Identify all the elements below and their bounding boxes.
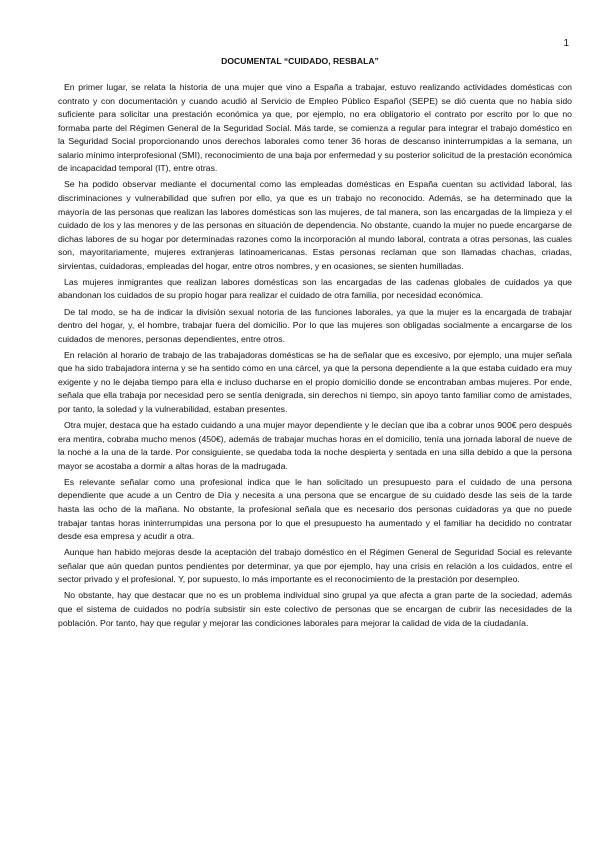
document-title: DOCUMENTAL “CUIDADO, RESBALA” — [221, 56, 379, 66]
document-body — [58, 81, 572, 633]
paragraph: De tal modo, se ha de indicar la división sexual notoria de las funciones laborales, ya que la mujer es la encargada de trabajar dentro del hogar, y, el hombre, trabajar fuera del domicilio. Por lo que las mujeres son obligadas socialmente a encargarse de los cuidados de menores, personas dependientes, entre otros. — [58, 306, 572, 344]
paragraph: En relación al horario de trabajo de las trabajadoras domésticas se ha de señalar que es excesivo, por ejemplo, una mujer señala que ha sido trabajadora interna y se ha sentido como en una cárcel, ya que la persona dependiente a la que estaba cuidado era muy exigente y no le dejaba tiempo para ella e incluso ducharse en el propio domicilio donde se encontraban ambas mujeres. Por ende, señala que ella trabaja por necesidad pero se sentía denigrada, sin derechos ni tiempo, sin apoyo tanto familiar como de amistades, por tanto, la soledad y la vulnerabilidad, estaban presentes. — [58, 349, 572, 414]
paragraph: Se ha podido observar mediante el documental como las empleadas domésticas en España cuentan su actividad laboral, las discriminaciones y vulnerabilidad que sufren por ello, ya que es un trabajo no reconocido. Además, se ha determinado que la mayoría de las personas que realizan las labores domésticas son las mujeres, de tal manera, son las encargadas de la limpieza y el cuidado de los y las menores y de las personas en situación de dependencia. No obstante, cuando la mujer no puede encargarse de dichas labores de su hogar por determinadas razones como la incorporación al mundo laboral, contrata a otras personas, las cuales son, mayoritariamente, mujeres extranjeras latinoamericanas. Estas personas reclaman que son llamadas chachas, criadas, sirvientas, cuidadoras, empleadas del hogar, entre otros nombres, y en ocasiones, se sienten humilladas. — [58, 179, 572, 271]
paragraph: Aunque han habido mejoras desde la aceptación del trabajo doméstico en el Régimen General de Seguridad Social es relevante señalar que aún quedan puntos pendientes por determinar, ya que por ejemplo, hay una crisis en relación a los cuidados, entre el sector privado y el profesional. Y, por supuesto, lo más importante es el reconocimiento de la prestación por desempleo. — [58, 547, 572, 585]
paragraph: Es relevante señalar como una profesional indica que le han solicitado un presupuesto para el cuidado de una persona dependiente que acude a un Centro de Día y necesita a una persona que se encargue de su cuidado desde las seis de la tarde hasta las ocho de la mañana. No obstante, la profesional señala que es necesario dos personas cuidadoras ya que no puede trabajar tantas horas ininterrumpidas una persona por lo que el presupuesto ha aumentado y el familiar ha decidido no contratar desde esa empresa y acudir a otra. — [58, 476, 572, 542]
paragraph: Las mujeres inmigrantes que realizan labores domésticas son las encargadas de las cadenas globales de cuidados ya que abandonan los cuidados de su propio hogar para realizar el cuidado de otra familia, por necesidad económica. — [58, 276, 572, 301]
page-number: 1 — [563, 38, 569, 49]
paragraph: No obstante, hay que destacar que no es un problema individual sino grupal ya que afecta a gran parte de la sociedad, además que el sistema de cuidados no podría subsistir sin este colectivo de personas que se encargan de cubrir las necesidades de la población. Por tanto, hay que regular y mejorar las condiciones laborales para mejorar la calidad de vida de la ciudadanía. — [58, 590, 572, 628]
paragraph: Otra mujer, destaca que ha estado cuidando a una mujer mayor dependiente y le decían que iba a cobrar unos 900€ pero después era mentira, cobraba mucho menos (450€), además de trabajar muchas horas en el domicilio, tenía una jornada laboral de nueve de la noche a la una de la tarde. Por consiguiente, se quedaba toda la noche despierta y sentada en una silla debido a que la persona mayor se acostaba a dormir a altas horas de la madrugada. — [58, 420, 572, 471]
paragraph: En primer lugar, se relata la historia de una mujer que vino a España a trabajar, estuvo realizando actividades domésticas con contrato y con documentación y cuando acudió al Servicio de Empleo Público Español (SEPE) se dió cuenta que no había sido suficiente para solicitar una prestación económica ya que, por ejemplo, no era obligatorio el contrato por escrito por lo que no formaba parte del Régimen General de la Seguridad Social. Más tarde, se comienza a regular para integrar el trabajo doméstico en la Seguridad Social proporcionando unos derechos laborales como tener 36 horas de descanso ininterrumpidas a la semana, un salario mínimo interprofesional (SMI), reconocimiento de una baja por enfermedad y su posterior solicitud de la prestación económica de incapacidad temporal (IT), entre otras. — [58, 82, 572, 174]
